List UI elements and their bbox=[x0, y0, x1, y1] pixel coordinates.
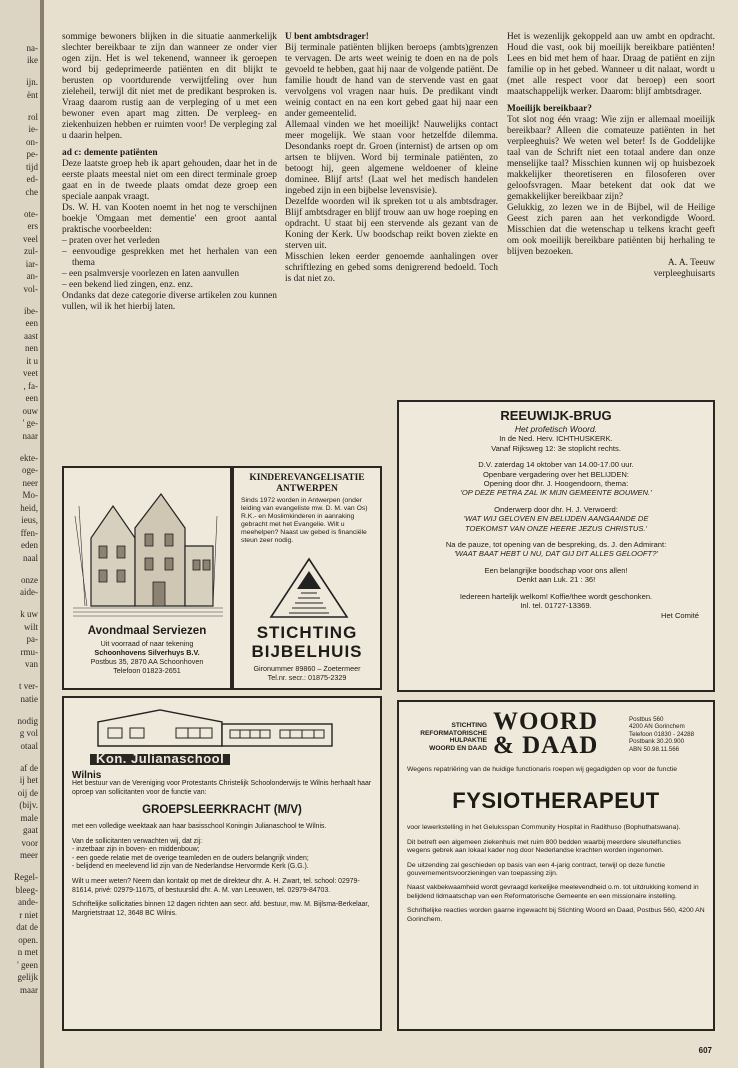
gutter-line: nodig bbox=[17, 715, 38, 726]
ad-title: KINDEREVANGELISATIE bbox=[249, 473, 365, 483]
ad-title-city: ANTWERPEN bbox=[276, 484, 338, 494]
ad-paragraph: Naast vakbekwaamheid wordt gevraagd kerkelijke meelevendheid o.m. tot uitdrukking komend in belijdend lidmaatschap van een Reformatorische Gemeente en een missionaire instelling. bbox=[407, 884, 699, 900]
ad-message: Een belangrijke boodschap voor ons allen! bbox=[484, 565, 628, 575]
gutter-line: eden bbox=[21, 540, 38, 550]
org-line: HULPAKTIE bbox=[449, 737, 487, 745]
ad-line: Uit voorraad of naar tekening bbox=[100, 639, 194, 648]
article-column-3 bbox=[507, 32, 715, 280]
gutter-line: van bbox=[25, 659, 38, 669]
gutter-line: naal bbox=[23, 552, 38, 563]
ad-theme: 'WAAT BAAT HEBT U NU, DAT GIJ DIT ALLES GELOOFT?' bbox=[454, 549, 658, 559]
gutter-line: oge- bbox=[22, 465, 38, 475]
contact-line: ABN 50.98.11.566 bbox=[629, 745, 680, 753]
ad-paragraph: Wilt u meer weten? Neem dan kontakt op met de direkteur dhr. A. H. Zwart, tel. school: 02979-81614, privé: 02979-11675, of bestuurslid dhr. A. M. van Leeuwen, tel. 02979-84703. bbox=[72, 877, 360, 894]
gutter-line: aide- bbox=[20, 587, 38, 597]
contact-line: 4200 AN Gorinchem bbox=[629, 723, 685, 731]
gutter-line: nen bbox=[25, 343, 38, 353]
gutter-line: rol bbox=[28, 111, 38, 122]
gutter-line: af de bbox=[20, 762, 38, 773]
ad-stichting: STICHTING bbox=[256, 623, 358, 642]
vacancy-title: GROEPSLEERKRACHT (M/V) bbox=[142, 804, 302, 817]
gutter-line: ' ge- bbox=[22, 418, 38, 428]
gutter-line: ffen- bbox=[20, 527, 38, 538]
ad-paragraph: Dit betreft een algemeen ziekenhuis met ruim 800 bedden waarbij meerdere sleutelfuncties wegens gebrek aan lokaal kader nog door Nederlandse krachten worden ingenomen. bbox=[407, 838, 681, 855]
gutter-line: Regel- bbox=[14, 872, 38, 882]
page-fold bbox=[40, 0, 44, 1068]
list-item: – een psalmversje voorlezen en laten aanvullen bbox=[62, 269, 240, 279]
gutter-line: ijn. bbox=[26, 77, 38, 87]
contact-line: Postbus 560 bbox=[629, 716, 664, 723]
gutter-line: ouw bbox=[22, 405, 38, 416]
gutter-line: vol- bbox=[23, 283, 38, 294]
gutter-line: wilt bbox=[23, 621, 38, 632]
gutter-line: k uw bbox=[20, 609, 38, 619]
paragraph: Bij terminale patiënten blijken beroeps (ambts)grenzen te vervagen. De arts weet weinig te doen en na de pols gevoeld te hebben, gaat hij naar de volgende patiënt. De familie houdt de hand van de stervende vast en gaat vervolgens vol vragen naar huis. De predikant vindt weinig contact en na een kort gebed gaat hij naar een ander gemeentelid. bbox=[285, 43, 498, 119]
paragraph: Gelukkig, zo lezen we in de Bijbel, wil de Heilige Geest zich paren aan het verkondigde Woord. Misschien dat die wetenschap u telkens kracht geeft om ook moeilijk bereikbare patiënten bij herhaling te blijven bezoeken. bbox=[507, 203, 715, 257]
gutter-line: gaat bbox=[23, 825, 38, 835]
paragraph: sommige bewoners blijken in die situatie aanmerkelijk slechter bereikbaar te zijn dan wanneer ze onder vier ogen zijn. Het is wel tekenend, wanneer ik geroepen word bij gedeprimeerde patiënten en dit blijkt te berusten op voortdurende verwijtfeling over hun zieleheil, terwijl dit niet met de predikant besproken is. Vraag daarom rustig aan de verpleging of u met een bewoner even apart mag zitten. De verpleeg- en ziekenhuizen hebben er ruimten voor! De verpleging zal u daarin helpen. bbox=[62, 32, 277, 141]
ad-julianaschool bbox=[62, 696, 382, 1031]
school-name: Kon. Julianaschool bbox=[90, 754, 230, 765]
section-heading: U bent ambtsdrager! bbox=[285, 32, 369, 42]
gutter-line: rmu- bbox=[20, 646, 38, 657]
requirement: - inzetbaar zijn in boven- en middenbouw; bbox=[72, 846, 200, 854]
gutter-line: an- bbox=[26, 271, 38, 281]
ad-address: Postbus 35, 2870 AA Schoonhoven bbox=[90, 657, 204, 666]
gutter-line: pa- bbox=[26, 634, 38, 644]
author-name: A. A. Teeuw bbox=[667, 258, 715, 268]
ad-welcome: Iedereen hartelijk welkom! Koffie/thee wordt geschonken. bbox=[459, 591, 653, 601]
gutter-line: che bbox=[25, 186, 38, 197]
ad-date: D.V. zaterdag 14 oktober van 14.00-17.00 uur. bbox=[478, 460, 634, 470]
ad-theme: TOEKOMST VAN ONZE HEERE JEZUS CHRISTUS.' bbox=[465, 523, 647, 533]
ad-woord-en-daad bbox=[397, 700, 715, 1031]
section-heading: Moeilijk bereikbaar? bbox=[507, 104, 592, 114]
bijbelhuis-logo bbox=[269, 557, 349, 619]
ad-meeting: Openbare vergadering over het BELIJDEN: bbox=[482, 469, 630, 479]
gutter-line: otaal bbox=[20, 740, 38, 751]
gutter-line: onze bbox=[21, 574, 38, 585]
gutter-line: zul- bbox=[24, 246, 38, 256]
school-place: Wilnis bbox=[72, 769, 102, 781]
list-item: – praten over het verleden bbox=[62, 236, 160, 246]
article-column-2 bbox=[285, 32, 498, 285]
gutter-line: neer bbox=[22, 477, 38, 488]
gutter-line: een bbox=[25, 318, 38, 328]
gutter-line: meer bbox=[20, 850, 38, 860]
job-title: FYSIOTHERAPEUT bbox=[452, 788, 660, 814]
ad-subtitle: Het profetisch Woord. bbox=[514, 424, 598, 434]
gutter-line: aast bbox=[24, 330, 38, 341]
paragraph: Ds. W. H. van Kooten noemt in het nog te verschijnen boekje 'Omgaan met dementie' een groot aantal praktische voorbeelden: bbox=[62, 203, 277, 235]
list-item: – een bekend lied zingen, enz. enz. bbox=[62, 280, 193, 290]
paragraph: Ondanks dat deze categorie diverse artikelen zou kunnen vullen, wil ik het hierbij laten. bbox=[62, 291, 277, 312]
gutter-line: een bbox=[25, 393, 38, 403]
gutter-line: ' geen bbox=[17, 959, 38, 970]
gutter-line: heid, bbox=[20, 502, 38, 513]
gutter-line: ieus, bbox=[21, 515, 38, 525]
article-column-1 bbox=[62, 32, 277, 313]
contact-line: Postbank 30.20.900 bbox=[629, 738, 685, 746]
gutter-line: pe- bbox=[26, 149, 38, 159]
ad-bijbelhuis: BIJBELHUIS bbox=[251, 642, 363, 661]
ad-intro: Het bestuur van de Vereniging voor Protestants Christelijk Schoolonderwijs te Wilnis herhaalt haar oproep van sollicitanten voor de functie van: bbox=[72, 780, 372, 796]
gutter-line: gelijk bbox=[17, 972, 38, 982]
org-line: STICHTING bbox=[451, 722, 487, 729]
ad-directions: Vanaf Rijksweg 12: 3e stoplicht rechts. bbox=[491, 443, 621, 453]
gutter-line: (bijv. bbox=[19, 800, 38, 810]
paragraph: Tot slot nog één vraag: Wie zijn er allemaal moeilijk bereikbaar? Alleen die comateuze patiënten in het verpleeghuis? We weten wel beter! Is de Goddelijke taal van de Schrift niet een totaal andere dan onze menselijke taal? Misschien kunnen wij op huisbezoek makkelijker theoretiseren en filosoferen over geloofsvragen. Maar betekent dat ook dat we gemakkelijker bereikbaar zijn? bbox=[507, 115, 715, 202]
gutter-line: oij de bbox=[17, 787, 38, 798]
page-number: 607 bbox=[698, 1046, 712, 1055]
ad-message: Denkt aan Luk. 21 : 36! bbox=[516, 575, 596, 585]
ad-kinderevangelisatie bbox=[232, 466, 382, 690]
logo-word: WOORD bbox=[493, 708, 598, 735]
gutter-line: tijd bbox=[25, 161, 38, 172]
ad-paragraph: met een volledige weektaak aan haar basisschool Koningin Julianaschool te Wilnis. bbox=[72, 822, 327, 830]
gutter-line: ie- bbox=[28, 124, 38, 134]
ad-paragraph: voor lewerkstelling in het Geluksspan Community Hospital in Radithuso (Bophuthatswana). bbox=[407, 824, 681, 832]
ad-paragraph: Schriftelijke sollicitaties binnen 12 dagen richten aan secr. afd. bestuur, mw. M. Bijlsma-Berkelaar, Margrietstraat 12, 3648 BC Wilnis. bbox=[72, 901, 370, 917]
author-title: verpleeghuisarts bbox=[653, 269, 715, 279]
requirement: - een goede relatie met de overige teamleden en de ouders belangrijk vinden; bbox=[72, 854, 309, 862]
gutter-line: veel bbox=[23, 233, 38, 244]
paragraph: Dezelfde woorden wil ik spreken tot u als ambtsdrager. Blijf ambtsdrager en blijf trouw aan uw hoge roeping en opdracht. U staat bij een stervende als gezant van de Koning der Kerk. Uw boodschap reikt boven ziekte en sterven uit. bbox=[285, 197, 498, 251]
ad-giro: Gironummer 89860 – Zoetermeer bbox=[253, 664, 361, 673]
gutter-line: r niet bbox=[19, 909, 38, 920]
gutter-line: , fa- bbox=[23, 380, 38, 391]
ad-speaker: Onderwerp door dhr. H. J. Verwoerd: bbox=[494, 504, 618, 514]
gutter-line: na- bbox=[26, 42, 38, 53]
org-line: WOORD EN DAAD bbox=[429, 744, 487, 752]
ad-theme: 'WAT WIJ GELOVEN EN BELIJDEN AANGAANDE DE bbox=[463, 514, 649, 524]
ad-avondmaal-serviezen bbox=[62, 466, 232, 690]
ad-paragraph: Van de sollicitanten verwachten wij, dat zij: bbox=[72, 837, 203, 845]
ad-pause: Na de pauze, tot opening van de bespreking, ds. J. den Admirant: bbox=[445, 540, 667, 550]
ad-company: Schoonhovens Silverhuys B.V. bbox=[94, 648, 200, 657]
ad-paragraph: Schriftelijke reacties worden gaarne ingewacht bij Stichting Woord en Daad, Postbus 560, 4200 AN Gorinchem. bbox=[407, 907, 705, 923]
previous-page-edge bbox=[0, 0, 44, 1068]
ad-title: REEUWIJK-BRUG bbox=[500, 408, 612, 423]
logo-deed: & DAAD bbox=[493, 732, 599, 759]
gutter-line: Mo- bbox=[22, 490, 38, 500]
ad-intro: Wegens repatriëring van de huidige functionaris roepen wij gegadigden op voor de functie bbox=[407, 766, 678, 773]
ad-paragraph: De uitzending zal geschieden op basis van een 4-jarig contract, terwijl op deze functie gouvernementsvoorzieningen van toepassing zijn. bbox=[407, 861, 666, 878]
gutter-line: iar- bbox=[25, 258, 38, 269]
gutter-line: ed- bbox=[26, 174, 38, 184]
contact-line: Telefoon 01830 - 24288 bbox=[629, 730, 695, 738]
gutter-line: male bbox=[20, 812, 38, 823]
ad-phone: Tel.nr. secr.: 01875-2329 bbox=[267, 673, 347, 682]
gutter-line: naar bbox=[22, 430, 38, 441]
gutter-line: ande- bbox=[18, 897, 38, 907]
gutter-line: veet bbox=[23, 368, 38, 378]
gutter-line: natie bbox=[20, 693, 38, 704]
gutter-line: on- bbox=[26, 136, 38, 147]
gutter-line: ers bbox=[27, 221, 38, 231]
gutter-line: maar bbox=[20, 984, 38, 995]
ad-signature: Het Comité bbox=[661, 610, 699, 620]
ad-title: Avondmaal Serviezen bbox=[87, 625, 207, 637]
ad-reeuwijk-brug bbox=[397, 400, 715, 692]
org-line: REFORMATORISCHE bbox=[420, 729, 487, 737]
gutter-line: ibe- bbox=[24, 305, 38, 316]
gutter-line: bleeg- bbox=[15, 884, 38, 895]
paragraph: Allemaal vinden we het moeilijk! Nauwelijks contact meer mogelijk. We staan voor hetzelfde dilemma. Desondanks roept dr. Groen (internist) de artsen op om artsen te blijven. Word bij terminale patiënten, zo betoogt hij, geen algemene weldoener of kleine dominee. Blijf arts! (Laat wel het medisch handelen ingebed zijn in een bijbelse levensvisie). bbox=[285, 120, 498, 196]
gutter-line: ënt bbox=[27, 89, 38, 100]
ad-opening: Opening door dhr. J. Hoogendoorn, thema: bbox=[483, 479, 629, 489]
section-heading: ad c: demente patiënten bbox=[62, 148, 158, 158]
ad-church: In de Ned. Herv. ICHTHUSKERK. bbox=[499, 434, 613, 444]
gutter-line: n met bbox=[17, 947, 38, 957]
ad-body: Sinds 1972 worden in Antwerpen (onder leiding van evangeliste mw. D. M. van Os) R.K.- en Moslimkinderen in aanraking gebracht met het Evangelie. Wilt u meehelpen? Naast uw gebed is financiële steun zeer nodig. bbox=[241, 497, 368, 544]
school-building-icon bbox=[90, 706, 340, 748]
building-illustration bbox=[73, 476, 223, 621]
gutter-line: ij het bbox=[19, 775, 38, 785]
paragraph: Misschien leken eerder genoemde aanhalingen over schriftlezing en gebed soms denigrerend bedoeld. Toch is dat niet zo. bbox=[285, 252, 498, 284]
paragraph: Het is wezenlijk gekoppeld aan uw ambt en opdracht. Houd die vast, ook bij moeilijk bereikbare patiënten! Lees en bid met hem of haar. Draag de patiënt en zijn familie op in het gebed. Wanneer u dit nalaat, wordt u (met alle respect voor dat beroep) een soort maatschappelijk werker. Daarom: blijf ambtsdrager. bbox=[507, 32, 715, 97]
ad-theme: 'OP DEZE PETRA ZAL IK MIJN GEMEENTE BOUWEN.' bbox=[460, 488, 652, 498]
gutter-line: it u bbox=[26, 355, 38, 366]
list-item: – eenvoudige gesprekken met het herhalen van een thema bbox=[62, 247, 277, 268]
paragraph: Deze laatste groep heb ik apart gehouden, daar het in de eerste plaats meestal niet om een direct terminale groep gaat en in de tweede plaats omdat deze groep een speciale aanpak vraagt. bbox=[62, 159, 277, 202]
gutter-line: dat de bbox=[16, 922, 38, 932]
gutter-line: open. bbox=[18, 934, 38, 945]
requirement: - belijdend en meelevend lid zijn van de Nederlandse Hervormde Kerk (G.G.). bbox=[72, 863, 309, 871]
gutter-line: ote- bbox=[24, 208, 38, 219]
gutter-line: ekte- bbox=[20, 452, 38, 463]
gutter-line: voor bbox=[21, 837, 38, 848]
ad-phone: Telefoon 01823-2651 bbox=[113, 666, 181, 675]
gutter-line: t ver- bbox=[18, 681, 38, 691]
ad-info: Inl. tel. 01727-13369. bbox=[520, 601, 592, 611]
gutter-line: g vol bbox=[19, 728, 38, 738]
example-list bbox=[62, 236, 277, 291]
gutter-line: ike bbox=[27, 55, 38, 65]
